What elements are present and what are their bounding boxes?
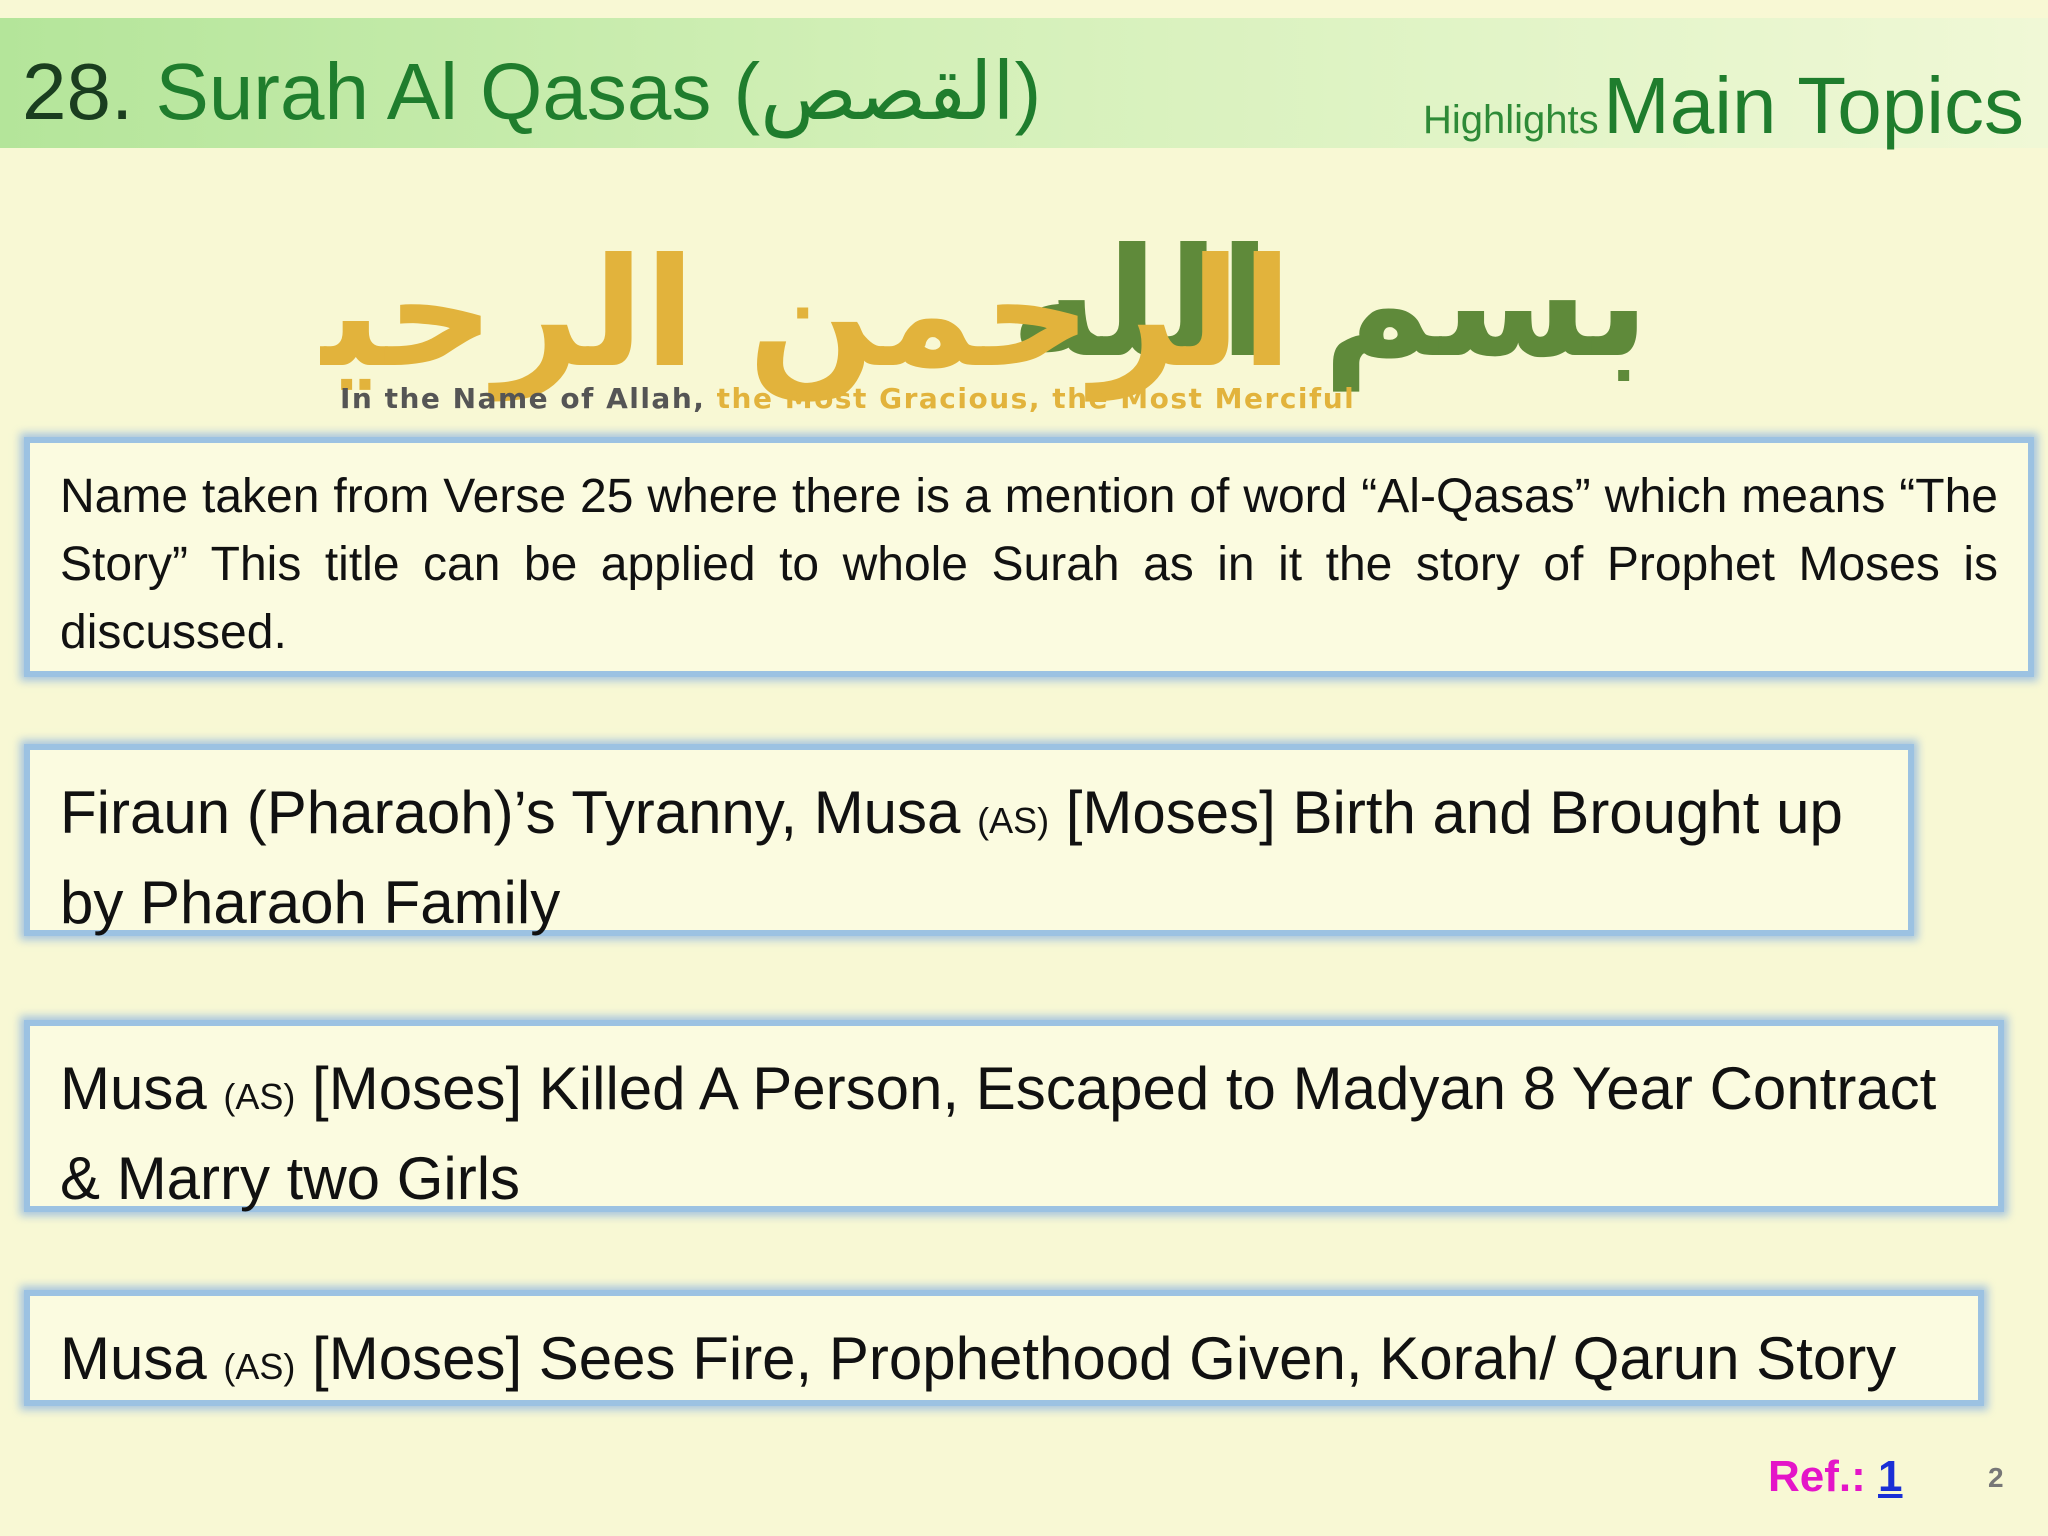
topic-text-2 xyxy=(60,1048,1968,1220)
ref-label: Ref.: xyxy=(1768,1452,1866,1501)
as-honorific: (AS) xyxy=(223,1076,296,1117)
caption-start: In the Name of Allah, xyxy=(340,382,706,415)
bismillah-calligraphy xyxy=(320,165,1680,425)
topic-text-1 xyxy=(60,772,1878,944)
bismillah-green-part: بسم الله xyxy=(1010,217,1650,391)
caption-end: the Most Gracious, the Most Merciful xyxy=(705,382,1356,415)
as-honorific: (AS) xyxy=(977,800,1050,841)
topic-1-part-a: Firaun (Pharaoh)’s Tyranny, Musa xyxy=(60,779,978,846)
as-honorific: (AS) xyxy=(223,1346,296,1387)
topic-box-2 xyxy=(24,1020,2004,1212)
topic-text-3 xyxy=(60,1318,1948,1408)
main-topics-label: Main Topics xyxy=(1603,61,2024,150)
bismillah-caption xyxy=(340,382,1355,415)
section-label xyxy=(1423,60,2024,152)
topic-2-part-a: Musa xyxy=(60,1055,224,1122)
surah-name: Surah Al Qasas (القصص) xyxy=(155,47,1042,136)
ref-link[interactable]: 1 xyxy=(1878,1452,1903,1501)
page-title xyxy=(22,47,1042,136)
topic-box-3 xyxy=(24,1290,1984,1406)
topic-1-part-b: [Moses] Birth and Brought up by Pharaoh Family xyxy=(60,779,1843,936)
highlights-label: Highlights xyxy=(1422,98,1599,142)
reference xyxy=(1768,1452,1903,1502)
page-number: 2 xyxy=(1988,1462,2004,1493)
intro-text: Name taken from Verse 25 where there is a mention of word “Al-Qasas” which means “The Story” This title can be applied to whole Surah as in it the story of Prophet Moses is discussed. xyxy=(60,470,1998,659)
title-bar xyxy=(0,18,2048,148)
topic-3-part-b: [Moses] Sees Fire, Prophethood Given, Korah/ Qarun Story xyxy=(295,1325,1897,1392)
surah-number: 28. xyxy=(22,47,134,136)
topic-2-part-b: [Moses] Killed A Person, Escaped to Madyan 8 Year Contract & Marry two Girls xyxy=(60,1055,1937,1212)
topic-box-1 xyxy=(24,744,1914,936)
calligraphy-image xyxy=(320,165,1680,425)
intro-box xyxy=(24,437,2034,677)
bismillah-gold-part: الرحمن الرحي xyxy=(325,227,1293,401)
topic-3-part-a: Musa xyxy=(60,1325,224,1392)
